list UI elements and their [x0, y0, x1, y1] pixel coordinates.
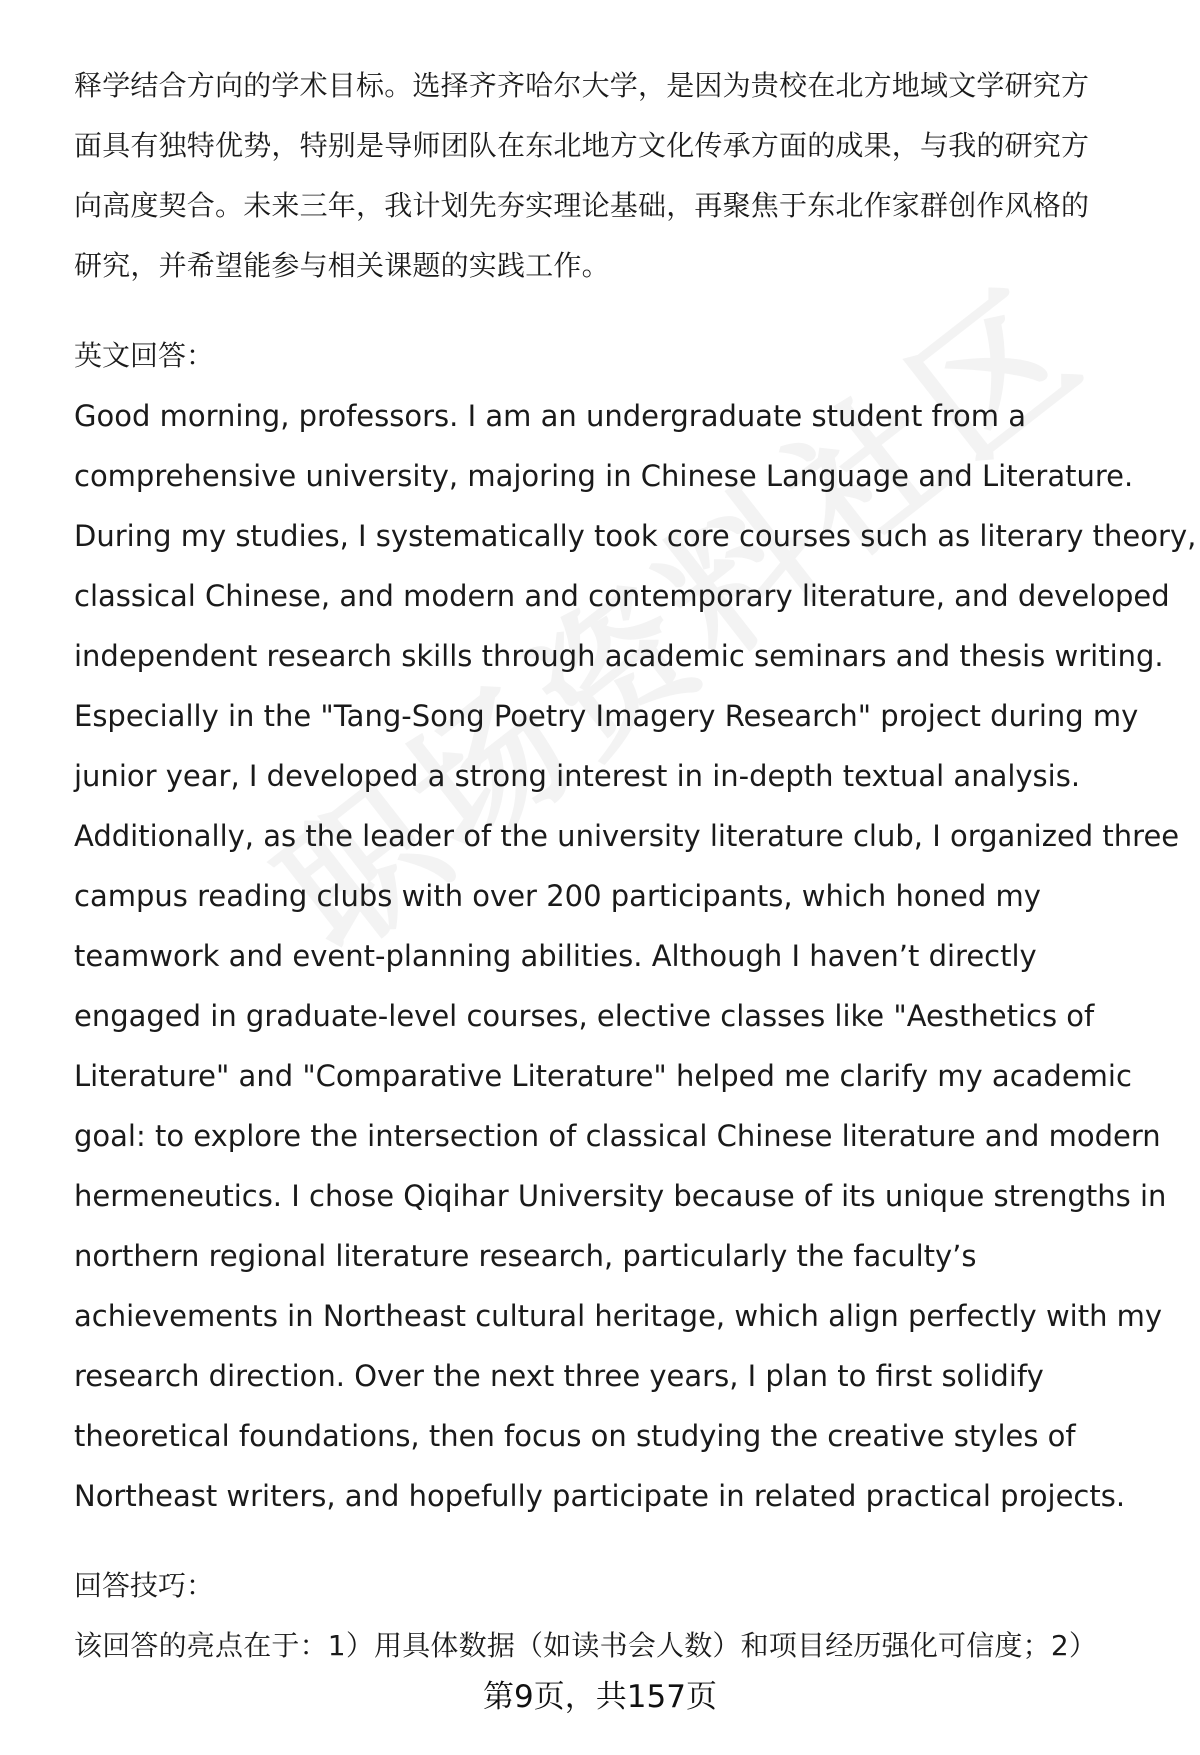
english-line: During my studies, I systematically took core courses such as literary theory,: [74, 519, 1197, 553]
english-line: Literature" and "Comparative Literature" helped me clarify my academic: [74, 1059, 1132, 1093]
english-line: campus reading clubs with over 200 participants, which honed my: [74, 879, 1041, 913]
tips-line: 该回答的亮点在于：1）用具体数据（如读书会人数）和项目经历强化可信度；2）: [74, 1629, 1098, 1662]
english-line: achievements in Northeast cultural heritage, which align perfectly with my: [74, 1299, 1163, 1333]
english-line: northern regional literature research, particularly the faculty’s: [74, 1239, 977, 1273]
chinese-line: 面具有独特优势，特别是导师团队在东北地方文化传承方面的成果，与我的研究方: [74, 129, 1090, 162]
page-footer: 第9页，共157页: [483, 1679, 717, 1715]
english-line: Especially in the "Tang-Song Poetry Imagery Research" project during my: [74, 699, 1139, 733]
english-line: Good morning, professors. I am an undergraduate student from a: [74, 399, 1027, 433]
english-answer-label: 英文回答：: [74, 339, 215, 372]
english-line: goal: to explore the intersection of classical Chinese literature and modern: [74, 1119, 1161, 1153]
chinese-paragraph: [74, 56, 1154, 296]
chinese-line: 研究，并希望能参与相关课题的实践工作。: [74, 249, 610, 282]
english-line: hermeneutics. I chose Qiqihar University because of its unique strengths in: [74, 1179, 1167, 1213]
tips-label: 回答技巧：: [74, 1569, 215, 1602]
english-line: research direction. Over the next three years, I plan to first solidify: [74, 1359, 1044, 1393]
english-line: engaged in graduate-level courses, elective classes like "Aesthetics of: [74, 999, 1095, 1033]
chinese-line: 向高度契合。未来三年，我计划先夯实理论基础，再聚焦于东北作家群创作风格的: [74, 189, 1090, 222]
chinese-line: 释学结合方向的学术目标。选择齐齐哈尔大学，是因为贵校在北方地域文学研究方: [74, 69, 1090, 102]
english-line: comprehensive university, majoring in Chinese Language and Literature.: [74, 459, 1134, 493]
english-answer-paragraph: [74, 386, 1197, 1526]
english-line: Additionally, as the leader of the university literature club, I organized three: [74, 819, 1180, 853]
english-line: independent research skills through academic seminars and thesis writing.: [74, 639, 1164, 673]
english-line: classical Chinese, and modern and contemporary literature, and developed: [74, 579, 1170, 613]
english-line: theoretical foundations, then focus on studying the creative styles of: [74, 1419, 1076, 1453]
document-body: [74, 56, 1197, 1676]
english-line: teamwork and event-planning abilities. Although I haven’t directly: [74, 939, 1037, 973]
english-line: Northeast writers, and hopefully participate in related practical projects.: [74, 1479, 1126, 1513]
english-line: junior year, I developed a strong interest in in-depth textual analysis.: [74, 759, 1081, 793]
